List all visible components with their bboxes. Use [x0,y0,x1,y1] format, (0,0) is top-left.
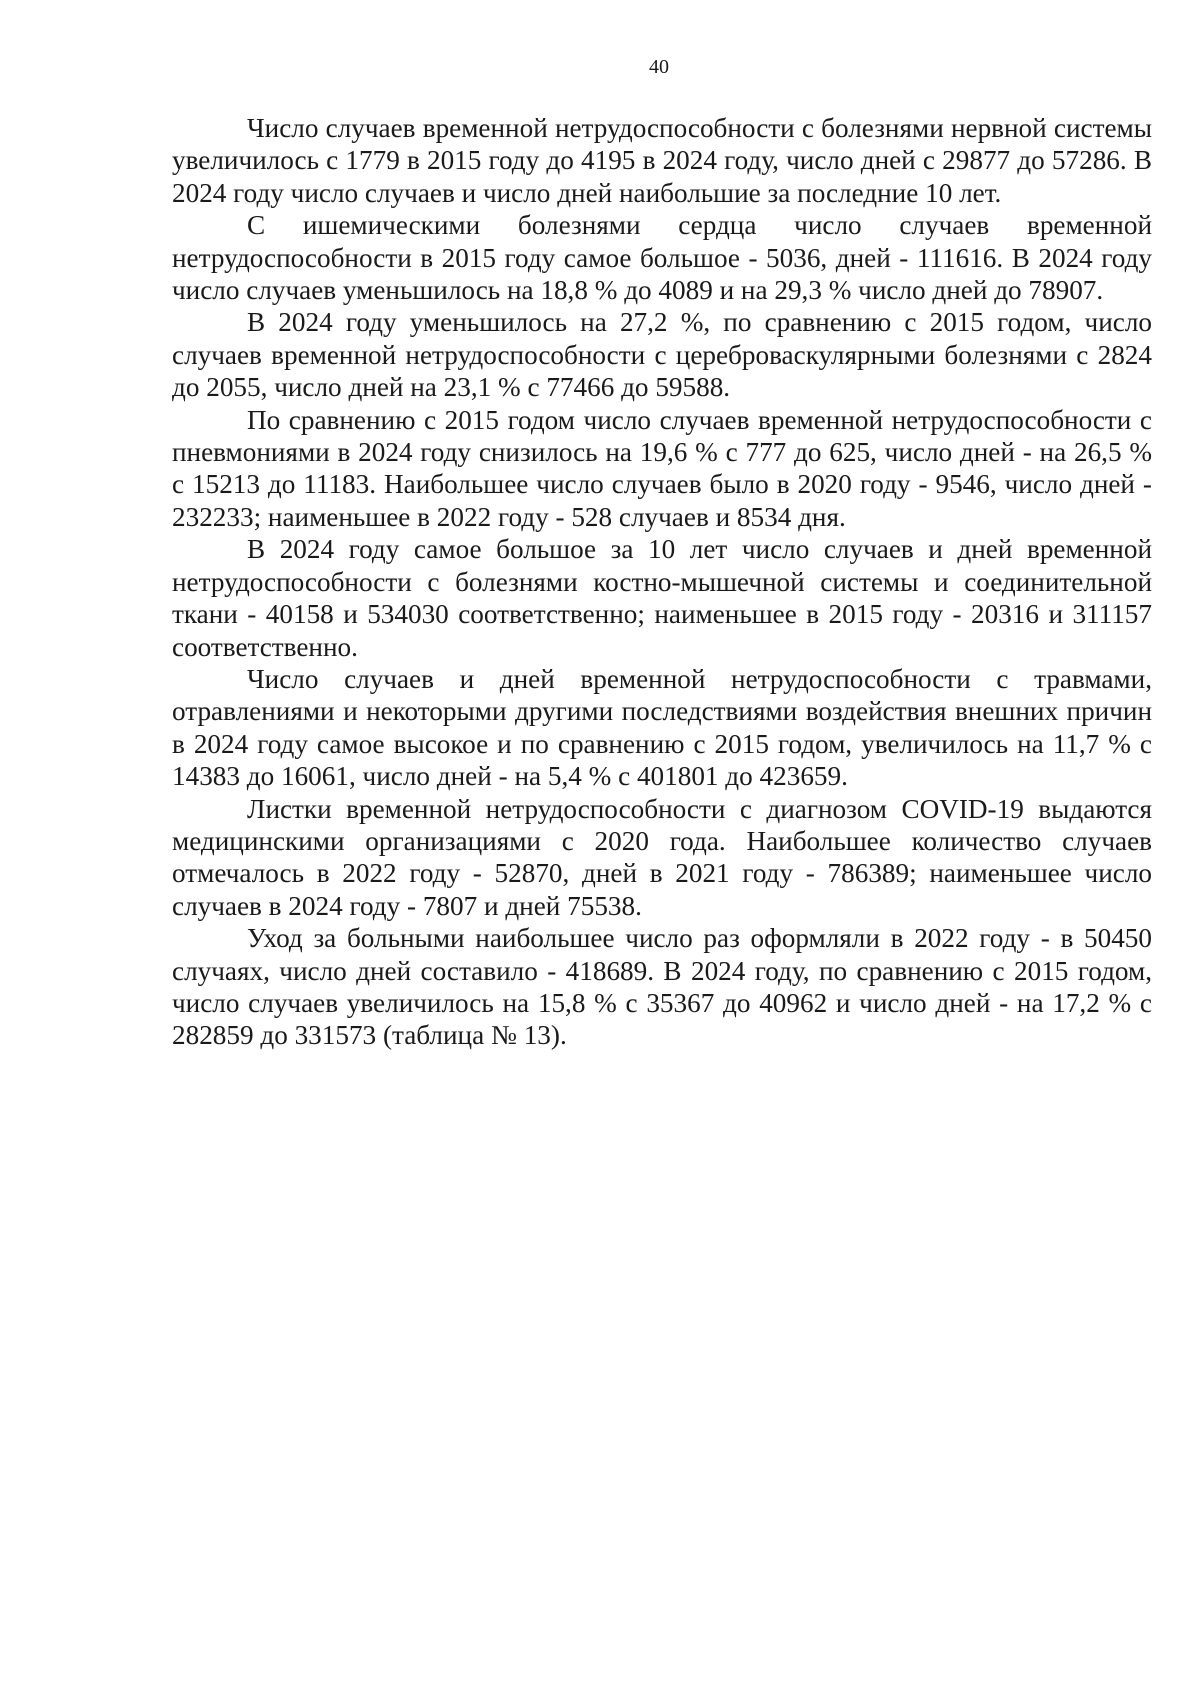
paragraph-musculoskeletal: В 2024 году самое большое за 10 лет число случаев и дней временной нетрудоспособности с болезнями костно-мышечной системы и соединительной ткани - 40158 и 534030 соответственно; наименьшее в 2015 году - 20316 и 311157 соответственно. [172,534,1152,662]
paragraph-injuries: Число случаев и дней временной нетрудоспособности с травмами, отравлениями и некоторыми другими последствиями воздействия внешних причин в 2024 году самое высокое и по сравнению с 2015 годом, увеличилось на 11,7 % с 14383 до 16061, число дней - на 5,4 % с 401801 до 423659. [172,663,1152,792]
body-text [172,112,1152,1052]
paragraph-patient-care: Уход за больными наибольшее число раз оформляли в 2022 году - в 50450 случаях, число дней составило - 418689. В 2024 году, по сравнению с 2015 годом, число случаев увеличилось на 15,8 % с 35367 до 40962 и число дней - на 17,2 % с 282859 до 331573 (таблица № 13). [172,923,1152,1051]
paragraph-cerebrovascular: В 2024 году уменьшилось на 27,2 %, по сравнению с 2015 годом, число случаев временной нетрудоспособности с цереброваскулярными болезнями с 2824 до 2055, число дней на 23,1 % с 77466 до 59588. [172,307,1152,403]
paragraph-nervous-system: Число случаев временной нетрудоспособности с болезнями нервной системы увеличилось с 1779 в 2015 году до 4195 в 2024 году, число дней с 29877 до 57286. В 2024 году число случаев и число дней наибольшие за последние 10 лет. [172,113,1152,208]
paragraph-ischemic-heart-disease: С ишемическими болезнями сердца число случаев временной нетрудоспособности в 2015 году самое большое - 5036, дней - 111616. В 2024 году число случаев уменьшилось на 18,8 % до 4089 и на 29,3 % число дней до 78907. [172,210,1152,306]
page-number: 40 [649,56,669,78]
paragraph-pneumonia: По сравнению с 2015 годом число случаев временной нетрудоспособности с пневмониями в 2024 году снизилось на 19,6 % с 777 до 625, число дней - на 26,5 % с 15213 до 11183. Наибольшее число случаев было в 2020 году - 9546, число дней - 232233; наименьшее в 2022 году - 528 случаев и 8534 дня. [172,404,1152,532]
paragraph-covid19: Листки временной нетрудоспособности с диагнозом COVID-19 выдаются медицинскими организациями с 2020 года. Наибольшее количество случаев отмечалось в 2022 году - 52870, дней в 2021 году - 786389; наименьшее число случаев в 2024 году - 7807 и дней 75538. [172,793,1152,921]
